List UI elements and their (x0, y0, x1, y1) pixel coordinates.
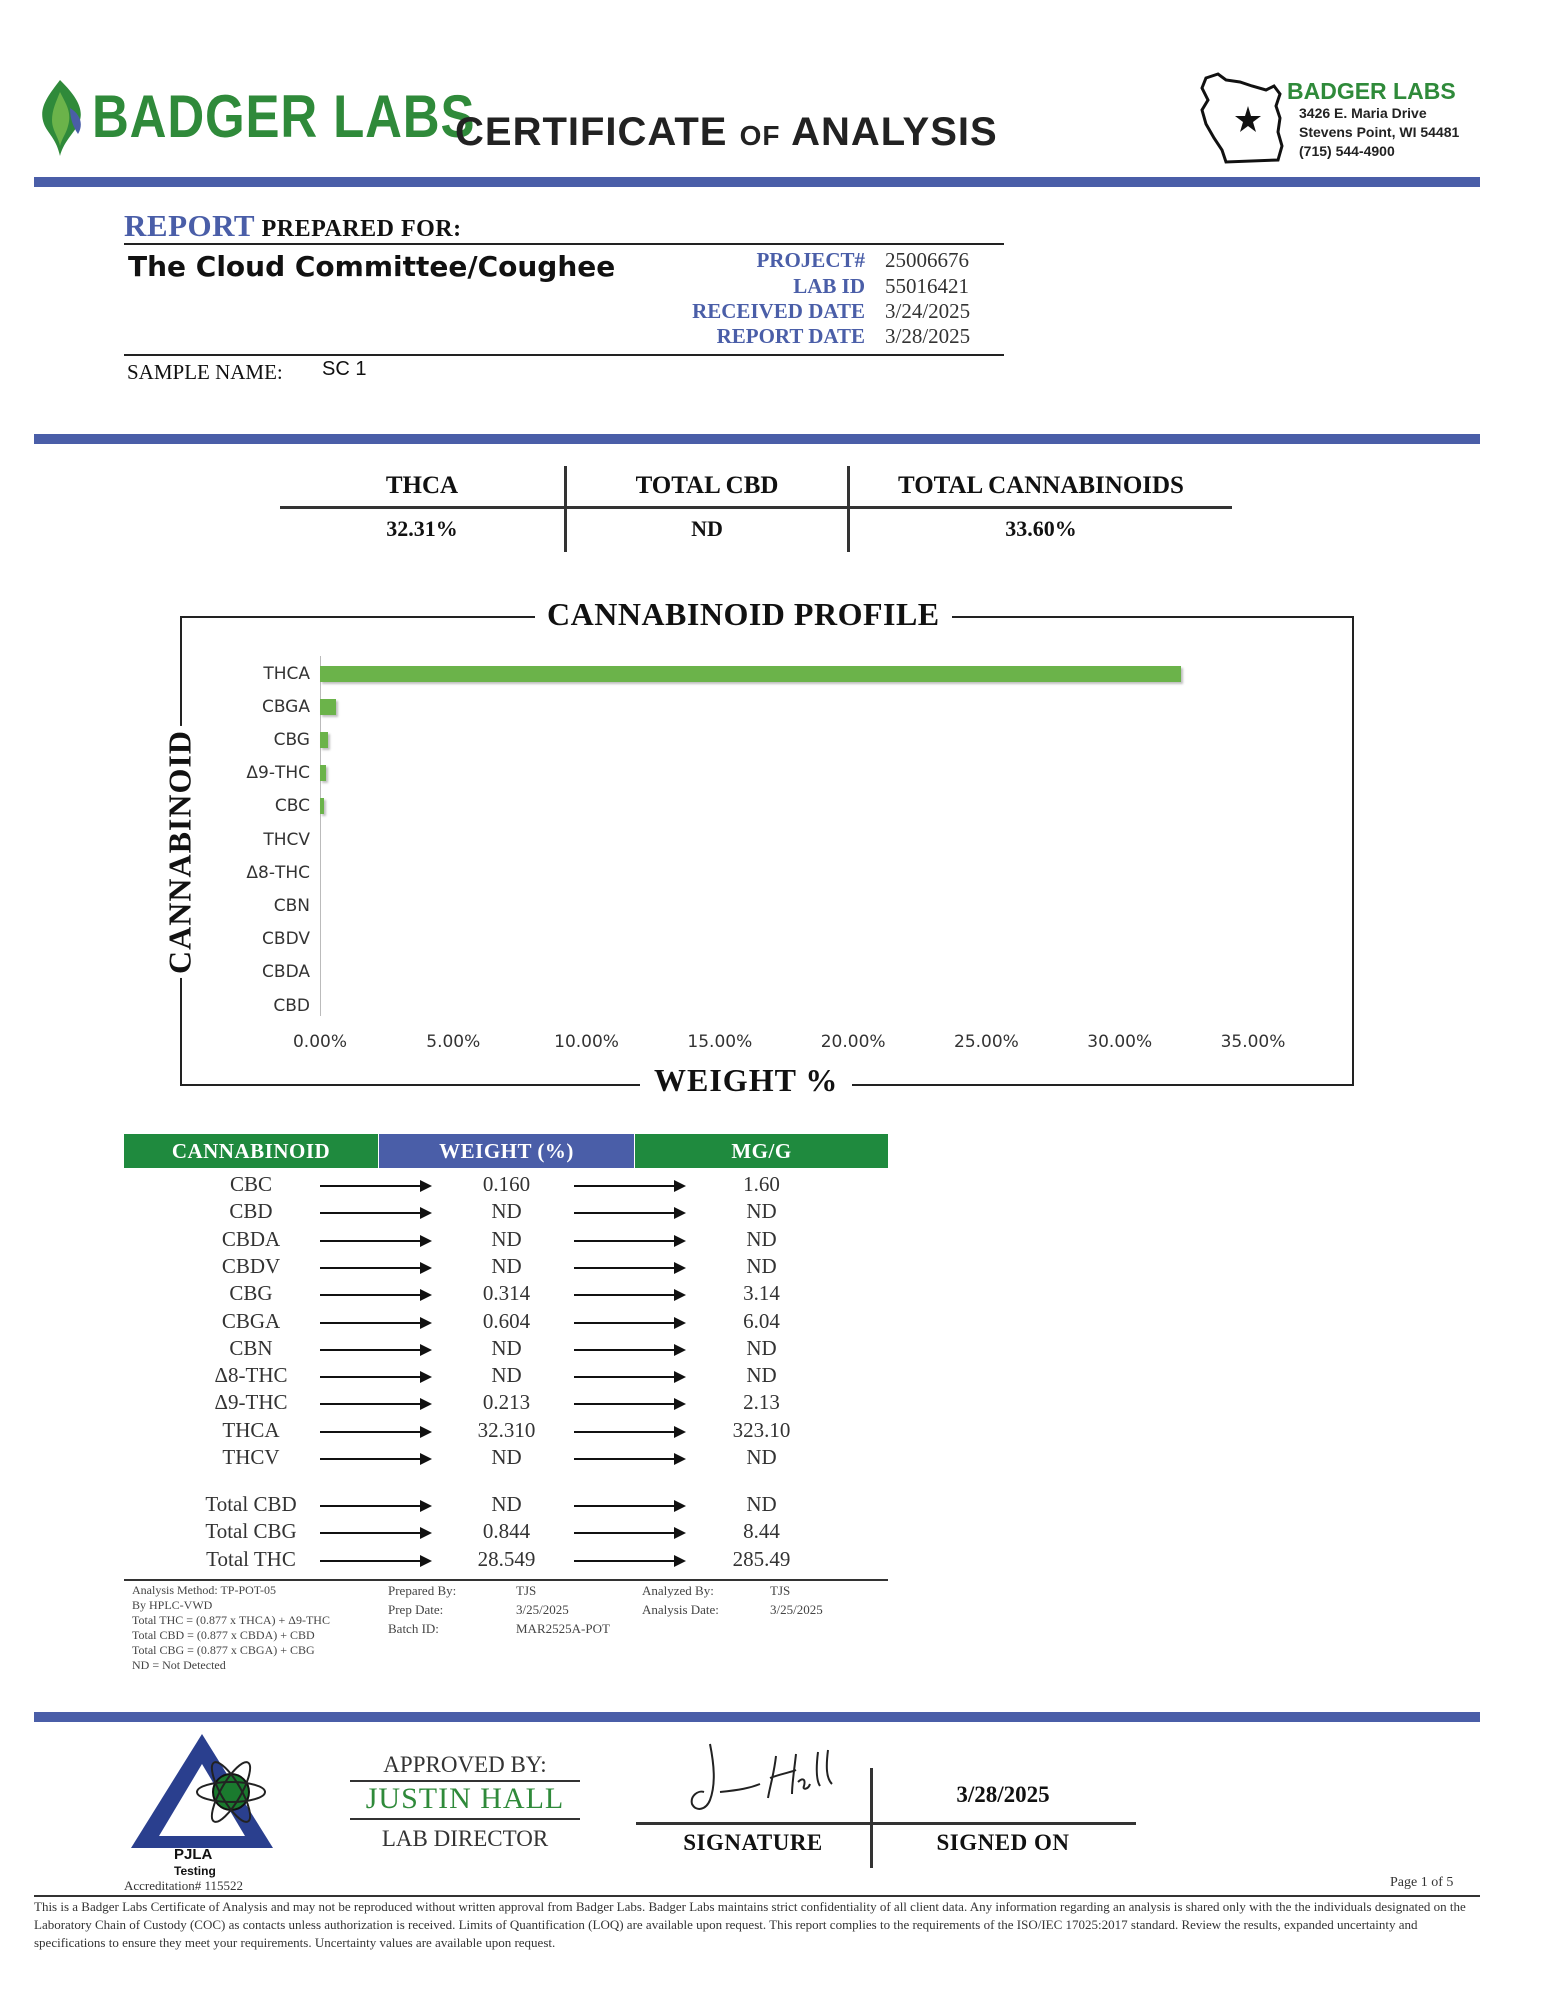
cannabinoid-name: CBDV (221, 1253, 281, 1278)
cannabinoid-name: CBGA (221, 1308, 281, 1333)
chart-category-label: CBD (273, 995, 310, 1016)
chart-category-label: THCV (263, 829, 310, 850)
chart-category-label: CBG (273, 730, 310, 750)
chart-x-tick-label: 20.00% (820, 1032, 886, 1052)
weight-value: 0.314 (482, 1281, 531, 1306)
table-total-row (124, 1547, 888, 1573)
summary-total-cannabinoids-label: TOTAL CANNABINOIDS (898, 472, 1184, 499)
meta-project-label: PROJECT# (756, 248, 865, 272)
col-header-cannabinoid: CANNABINOID (124, 1134, 378, 1168)
chart-x-tick-label: 25.00% (954, 1032, 1019, 1052)
meta-lab-id-label: LAB ID (793, 274, 865, 298)
chart-bar (320, 666, 1181, 682)
mgg-value: ND (746, 1226, 777, 1251)
mgg-value: 6.04 (743, 1308, 780, 1333)
mgg-value: ND (746, 1445, 777, 1469)
note-line: By HPLC-VWD (132, 1598, 213, 1612)
chart-x-tick-label: 10.00% (554, 1032, 619, 1052)
note-line: Total CBD = (0.877 x CBDA) + CBD (132, 1628, 315, 1642)
chart-x-tick-label: 0.00% (292, 1032, 347, 1052)
meta-project-value: 25006676 (885, 248, 969, 272)
summary-thca-label: THCA (385, 472, 459, 499)
signature-image (680, 1734, 850, 1824)
note-line: Total CBG = (0.877 x CBGA) + CBG (132, 1643, 315, 1657)
mgg-value: ND (746, 1253, 777, 1278)
address-phone: (715) 544-4900 (1299, 143, 1395, 159)
weight-value: ND (491, 1226, 522, 1251)
chart-x-tick-label: 15.00% (687, 1032, 753, 1052)
address-street: 3426 E. Maria Drive (1299, 105, 1427, 121)
cannabinoid-name: THCV (222, 1445, 280, 1469)
disclaimer-rule (34, 1895, 1480, 1897)
cannabinoid-name: CBG (229, 1281, 273, 1306)
weight-value: 0.160 (482, 1172, 531, 1196)
title-part-1: CERTIFICATE (455, 110, 728, 154)
title-of: OF (739, 120, 781, 151)
weight-value: ND (491, 1199, 522, 1224)
page-number: Page 1 of 5 (1390, 1875, 1454, 1890)
sample-name-value: SC 1 (322, 358, 367, 380)
summary-thca-value: 32.31% (386, 516, 458, 541)
brand-name: BADGER LABS (92, 83, 476, 150)
chart-bar (320, 699, 336, 715)
chart-category-label: THCA (263, 663, 310, 684)
handwritten-signature-icon (680, 1734, 850, 1824)
prep-date-value: 3/25/2025 (516, 1602, 569, 1617)
analysis-date-value: 3/25/2025 (770, 1602, 823, 1617)
approver-name: JUSTIN HALL (365, 1782, 565, 1815)
address-lab-name: BADGER LABS (1287, 78, 1456, 104)
approved-by-label: APPROVED BY: (383, 1752, 547, 1777)
accreditation-number: Accreditation# 115522 (124, 1878, 244, 1893)
pjla-triangle-icon (127, 1730, 277, 1850)
chart-x-axis-title: WEIGHT % (640, 1062, 852, 1099)
pjla-logo (122, 1730, 282, 1880)
chart-category-label: Δ8-THC (246, 862, 310, 883)
prepared-by-label: Prepared By: (388, 1583, 457, 1598)
cannabinoid-name: CBN (229, 1335, 273, 1360)
meta-report-date-value: 3/28/2025 (885, 324, 971, 348)
note-line: Analysis Method: TP-POT-05 (132, 1583, 277, 1597)
mgg-value: 2.13 (743, 1390, 780, 1415)
mgg-value: 3.14 (743, 1281, 780, 1306)
table-row (124, 1309, 888, 1335)
table-row (124, 1418, 888, 1444)
chart-x-tick-label: 5.00% (426, 1032, 481, 1052)
cannabinoid-name: CBDA (221, 1226, 281, 1251)
chart-category-label: CBN (273, 896, 310, 916)
chart-category-label: CBC (274, 796, 310, 817)
table-row (124, 1172, 888, 1198)
signature-label: SIGNATURE (683, 1830, 823, 1855)
summary-total-cannabinoids-value: 33.60% (1005, 516, 1077, 541)
mgg-value: ND (746, 1199, 777, 1224)
title-part-2: ANALYSIS (791, 110, 998, 154)
chart-bar (320, 732, 328, 748)
batch-id-value: MAR2525A-POT (516, 1621, 610, 1636)
cannabinoid-name: CBC (229, 1172, 273, 1196)
analyzed-by-value: TJS (770, 1583, 791, 1598)
chart-category-label: CBGA (261, 696, 310, 717)
mgg-value: ND (746, 1335, 777, 1360)
meta-received-date-value: 3/24/2025 (885, 299, 971, 323)
weight-value: 0.213 (482, 1390, 531, 1415)
cannabinoid-name: THCA (222, 1417, 280, 1442)
signature-rule (636, 1822, 1136, 1825)
chart-bar (320, 765, 326, 781)
chart-category-label: Δ9-THC (246, 763, 310, 784)
cannabinoid-name: Δ9-THC (214, 1390, 288, 1415)
approved-rule-2 (350, 1818, 580, 1820)
mgg-value: ND (746, 1492, 777, 1516)
mgg-value: ND (746, 1363, 777, 1388)
table-row (124, 1254, 888, 1280)
results-table (124, 1134, 888, 1594)
pjla-label: PJLA (174, 1846, 213, 1863)
cannabinoid-name: Total CBG (205, 1519, 297, 1544)
disclaimer-text: This is a Badger Labs Certificate of Analysis and may not be reproduced without written approval from Badger Labs. Badger Labs maintains strict confidentiality of all client data. Any information regarding an analysis is shared only with the the individuals designated on the Laboratory Chain of Custody (COC) as contacts unless authorization is received. Limits of Quantification (LOQ) are available upon request. This report complies to the requirements of the ISO/IEC 17025:2017 standard. Review the results, expanded uncertainty and specifications to ensure they meet your requirements. Uncertainty values are available upon request. (34, 1899, 1466, 1950)
analysis-date-label: Analysis Date: (642, 1602, 719, 1617)
batch-id-label: Batch ID: (388, 1621, 439, 1636)
sample-name-label: SAMPLE NAME: (127, 360, 283, 384)
client-name: The Cloud Committee/Coughee (128, 250, 616, 283)
table-row (124, 1281, 888, 1307)
weight-value: 0.604 (482, 1308, 531, 1333)
cannabinoid-name: Total CBD (205, 1492, 297, 1516)
signed-on-label: SIGNED ON (936, 1830, 1070, 1855)
weight-value: ND (491, 1253, 522, 1278)
table-row (124, 1199, 888, 1225)
col-header-weight: WEIGHT (%) (379, 1134, 634, 1168)
note-line: ND = Not Detected (132, 1658, 226, 1672)
cannabinoid-name: Δ8-THC (214, 1363, 288, 1388)
weight-value: 0.844 (482, 1519, 531, 1544)
chart-bar (320, 798, 324, 814)
summary-total-cbd-value: ND (691, 516, 723, 541)
report-heading-rest: PREPARED FOR: (255, 216, 462, 242)
report-heading-big: REPORT (124, 208, 256, 243)
meta-received-date-label: RECEIVED DATE (692, 299, 865, 323)
col-header-mgg: MG/G (635, 1134, 888, 1168)
weight-value: ND (491, 1363, 522, 1388)
weight-value: 28.549 (477, 1546, 536, 1571)
prep-info (388, 1583, 848, 1643)
weight-value: ND (491, 1445, 522, 1469)
weight-value: ND (491, 1492, 522, 1516)
table-row (124, 1390, 888, 1416)
chart-x-tick-label: 30.00% (1087, 1032, 1153, 1052)
cannabinoid-name: Total THC (206, 1546, 296, 1571)
table-row (124, 1445, 888, 1471)
cannabinoid-name: CBD (229, 1199, 273, 1224)
chart-category-label: CBDA (262, 962, 310, 983)
note-line: Total THC = (0.877 x THCA) + Δ9-THC (132, 1613, 330, 1627)
meta-lab-id-value: 55016421 (885, 274, 969, 298)
address-city: Stevens Point, WI 54481 (1299, 124, 1460, 140)
table-row (124, 1363, 888, 1389)
meta-report-date-label: REPORT DATE (716, 324, 865, 348)
prepared-by-value: TJS (516, 1583, 537, 1598)
pjla-sub: Testing (174, 1864, 216, 1878)
method-notes (132, 1583, 330, 1673)
chart-category-label: CBDV (262, 929, 310, 950)
footer-divider (34, 1712, 1480, 1722)
mgg-value: 8.44 (743, 1519, 780, 1544)
summary-total-cbd-label: TOTAL CBD (635, 472, 779, 499)
chart-title: CANNABINOID PROFILE (535, 596, 952, 633)
table-row (124, 1336, 888, 1362)
table-bottom-rule (124, 1579, 888, 1581)
weight-value: 32.310 (477, 1417, 536, 1442)
mgg-value: 323.10 (732, 1417, 791, 1442)
weight-value: ND (491, 1335, 522, 1360)
signed-on-date: 3/28/2025 (956, 1782, 1050, 1807)
table-total-row (124, 1519, 888, 1545)
table-total-row (124, 1492, 888, 1518)
approver-role: LAB DIRECTOR (381, 1826, 549, 1851)
chart-x-tick-label: 35.00% (1220, 1032, 1286, 1052)
table-row (124, 1227, 888, 1253)
chart-y-axis-title: CANNABINOID (162, 726, 199, 978)
mgg-value: 1.60 (743, 1172, 780, 1196)
prep-date-label: Prep Date: (388, 1602, 444, 1617)
mgg-value: 285.49 (732, 1546, 791, 1571)
analyzed-by-label: Analyzed By: (642, 1583, 714, 1598)
